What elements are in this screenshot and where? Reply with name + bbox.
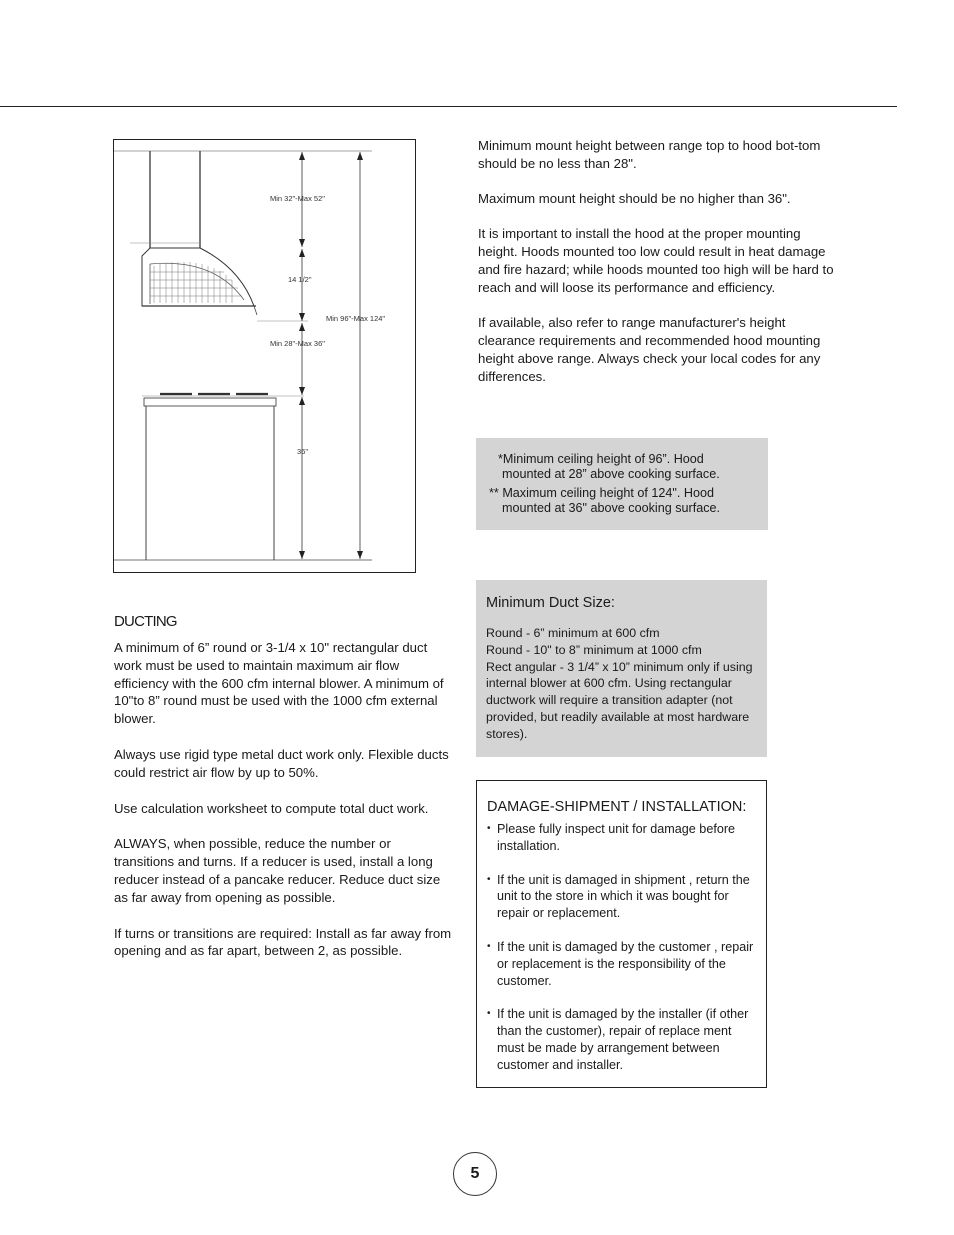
paragraph: Always use rigid type metal duct work only. Flexible ducts could restrict air flow by up to 50%.	[114, 746, 449, 780]
mounting-height-diagram	[113, 139, 416, 573]
note-text: mounted at 36" above cooking surface.	[502, 500, 721, 515]
dimension-lines	[302, 152, 360, 559]
paragraph: ALWAYS, when possible, reduce the number or transitions and turns. If a reducer is used, install a long reducer instead of a pancake reducer. Reduce duct size as far away from opening as possible.	[114, 836, 441, 905]
ducting-heading: DUCTING	[114, 613, 177, 630]
dimension-arrows	[299, 152, 363, 559]
duct-size-line: Round - 6” minimum at 600 cfm	[486, 626, 660, 640]
damage-title: DAMAGE-SHIPMENT / INSTALLATION:	[487, 799, 747, 815]
note-text: Minimum ceiling height of 96”. Hood	[502, 452, 704, 466]
note-minimum	[498, 452, 758, 481]
paragraph: Use calculation worksheet to compute total duct work.	[114, 800, 429, 816]
paragraph: A minimum of 6” round or 3-1/4 x 10" rectangular duct work must be used to maintain maximum air flow efficiency with the 600 cfm internal blower. A minimum of 10"to 8” round must be used with the 1000 cfm external blower.	[114, 640, 444, 727]
list-item: • If the unit is damaged by the installer (if other than the customer), repair of replace ment must be made by arrangement between customer and installer.	[487, 1006, 759, 1073]
damage-list	[487, 821, 759, 1091]
duct-size-line: Rect angular - 3 1/4” x 10” minimum only if using internal blower at 600 cfm. Using rectangular ductwork will require a transition adapter (not provided, but readily available at most hardware stores).	[486, 659, 753, 741]
dimension-label-mount: Min 28"-Max 36"	[270, 339, 325, 348]
hood-canopy	[142, 248, 254, 306]
mounting-height-text	[478, 137, 838, 403]
ceiling-height-notes	[476, 438, 768, 530]
paragraph: It is important to install the hood at the proper mounting height. Hoods mounted too low could result in heat damage and fire hazard; while hoods mounted too high will be hard to reach and will loose its performance and efficiency.	[478, 226, 834, 295]
side-title	[870, 0, 910, 1235]
dimension-label-hood: 14 1/2"	[288, 275, 312, 284]
hood-lip	[254, 306, 257, 315]
duct-size-line: Round - 10" to 8” minimum at 1000 cfm	[486, 642, 702, 657]
paragraph: If turns or transitions are required: Install as far away from opening and as far apart, between 2, as possible.	[114, 925, 452, 959]
note-text: mounted at 28” above cooking surface.	[502, 466, 720, 481]
dimension-label-upper: Min 32"-Max 52"	[270, 194, 325, 203]
note-maximum	[489, 486, 759, 515]
header-rule	[0, 106, 897, 107]
dimension-label-counter: 36"	[297, 447, 309, 456]
list-item: • If the unit is damaged in shipment , return the unit to the store in which it was bought for repair or replacement.	[487, 872, 759, 922]
minimum-duct-size-box	[476, 580, 767, 757]
paragraph: Maximum mount height should be no higher than 36".	[478, 191, 791, 206]
list-item: • If the unit is damaged by the customer , repair or replacement is the responsibility of the customer.	[487, 939, 759, 989]
ducting-text	[114, 639, 454, 978]
paragraph: If available, also refer to range manufacturer's height clearance requirements and recommended hood mounting height above range. Always check your local codes for any differences.	[478, 315, 821, 384]
note-mark: **	[489, 486, 499, 500]
damage-shipment-box	[476, 780, 767, 1088]
range-top	[144, 398, 276, 406]
diagram-drawing	[114, 140, 415, 572]
paragraph: Minimum mount height between range top to hood bot-tom should be no less than 28".	[478, 138, 821, 171]
list-item: • Please fully inspect unit for damage before installation.	[487, 821, 759, 855]
note-text: Maximum ceiling height of 124". Hood	[502, 486, 714, 500]
duct-size-title: Minimum Duct Size:	[486, 595, 615, 611]
dimension-label-ceiling: Min 96"-Max 124"	[326, 314, 386, 323]
duct-size-body	[486, 625, 761, 743]
note-mark: *	[498, 452, 503, 466]
page-number: 5	[453, 1152, 497, 1196]
